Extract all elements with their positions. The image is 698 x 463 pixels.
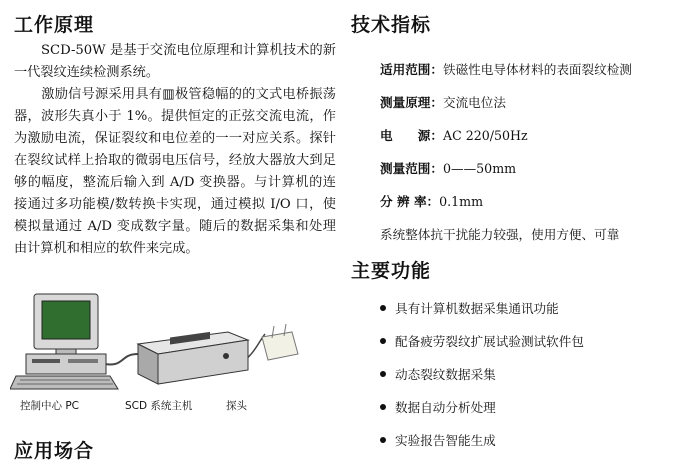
scd-host-icon (138, 332, 248, 384)
bullet-icon (380, 404, 386, 410)
section-heading-working-principle: 工作原理 (14, 14, 95, 36)
principle-paragraph: 激励信号源采用具有▥极管稳幅的的文式电桥振荡器，波形失真小于 1%。提供恒定的正弦交流电流，作为激励电流，保证裂纹和电位差的一一对应关系。探针在裂纹试样上拾取的微弱电压信号，经放大器放大到足够的幅度，整流后输入到 A/D 变换器。与计算机的连接通过多功能模/数转换卡实现，通过模拟 I/O 口，使模拟量通过 A/D 变成数字量。随后的数据采集和处理由计算机和相应的软件来完成。 (14, 87, 336, 256)
keyboard-icon (10, 376, 118, 389)
intro-paragraph: SCD-50W 是基于交流电位原理和计算机技术的新一代裂纹连续检测系统。 (14, 43, 336, 80)
section-heading-specifications: 技术指标 (351, 14, 432, 36)
bullet-icon (380, 371, 386, 377)
section-heading-main-functions: 主要功能 (351, 260, 432, 282)
spec-row: 适用范围：铁磁性电导体材料的表面裂纹检测 (380, 62, 632, 77)
probe-icon (262, 324, 298, 360)
caption-probe: 探头 (226, 400, 247, 412)
bullet-icon (380, 305, 386, 311)
feature-item: 动态裂纹数据采集 (380, 364, 496, 383)
spec-row: 分 辨 率：0.1mm (380, 194, 484, 209)
spec-row: 测量范围：0——50mm (380, 161, 517, 176)
pc-cable (105, 354, 138, 364)
feature-item: 实验报告智能生成 (380, 430, 496, 449)
bullet-icon (380, 437, 386, 443)
spec-note: 系统整体抗干扰能力较强，使用方便、可靠 (380, 227, 620, 242)
pc-case-icon (26, 354, 106, 374)
feature-item: 配备疲劳裂纹扩展试验测试软件包 (380, 331, 584, 350)
system-illustration (10, 292, 310, 392)
feature-item: 具有计算机数据采集通讯功能 (380, 298, 559, 317)
feature-item: 数据自动分析处理 (380, 397, 496, 416)
caption-scd-host: SCD 系统主机 (125, 400, 193, 412)
spec-row: 电 源：AC 220/50Hz (380, 128, 528, 143)
monitor-icon (34, 294, 98, 355)
bullet-icon (380, 338, 386, 344)
section-heading-applications: 应用场合 (14, 440, 95, 462)
caption-control-pc: 控制中心 PC (20, 400, 80, 412)
spec-row: 测量原理：交流电位法 (380, 95, 506, 110)
